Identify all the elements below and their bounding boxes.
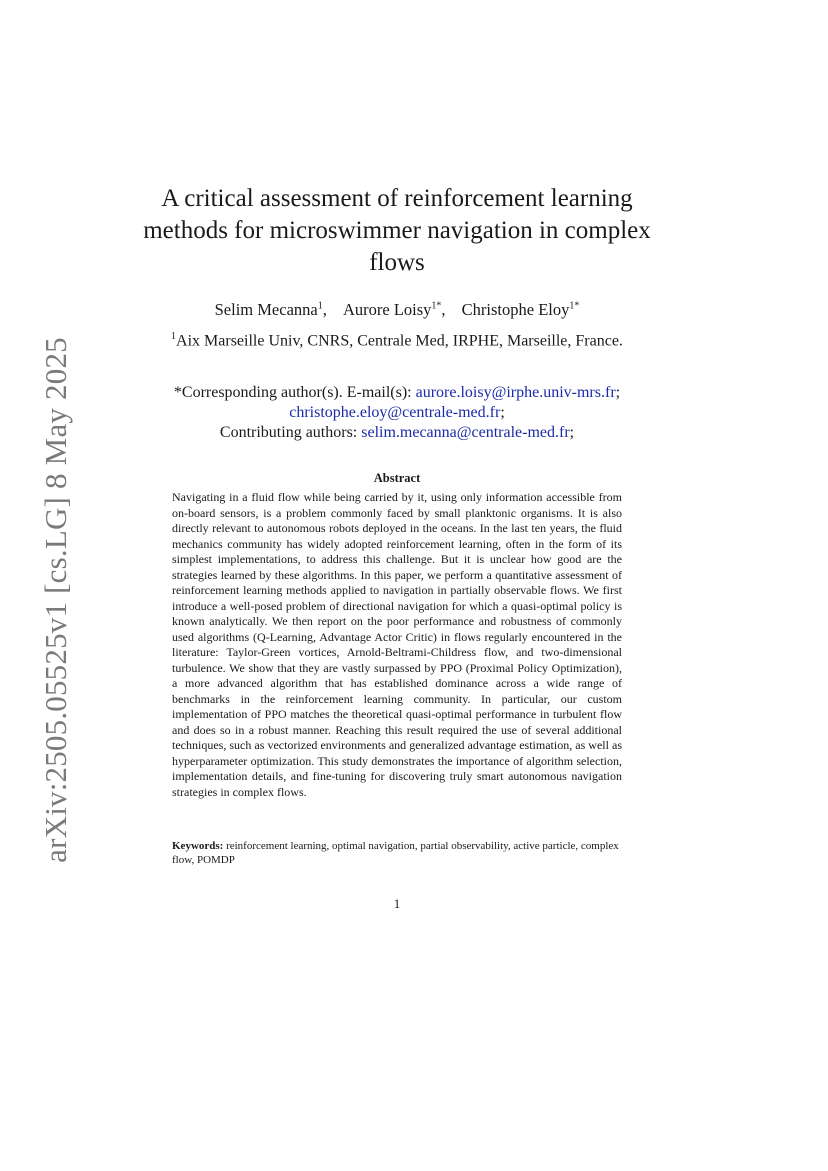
corresponding-label: *Corresponding author(s). E-mail(s):: [173, 384, 412, 401]
affiliation-mark: 1: [171, 331, 177, 342]
page-number: 1: [393, 896, 401, 911]
email-link-eloy[interactable]: christophe.eloy@centrale-med.fr: [289, 404, 501, 421]
author-1: Selim Mecanna$^1$,: [214, 300, 327, 319]
title-line-1: A critical assessment of reinforcement learning: [161, 185, 633, 212]
title-line-3: flows: [369, 249, 425, 276]
keywords: [172, 839, 622, 867]
keywords-text: reinforcement learning, optimal navigation, partial observability, active particle, complex flow, POMDP: [172, 840, 619, 866]
corresponding-line-2: [120, 403, 674, 423]
author-2: Aurore Loisy$^{1*}$,: [342, 300, 446, 319]
author-3: [462, 300, 580, 319]
author-affiliation-mark: 1*: [431, 300, 442, 312]
contact-block: [120, 383, 674, 443]
arxiv-identifier-stamp: arXiv:2505.05525v1 [cs.LG] 8 May 2025: [38, 337, 73, 863]
author-list: [140, 300, 654, 320]
separator: ;: [569, 424, 575, 441]
author-affiliation-mark: 1: [317, 300, 323, 312]
paper-title: [140, 183, 654, 279]
keywords-label: Keywords:: [172, 840, 224, 852]
affiliation: [120, 331, 674, 350]
contributing-label: Contributing authors:: [219, 424, 358, 441]
author-name: Aurore Loisy: [342, 300, 432, 319]
separator: ;: [500, 404, 505, 421]
author-affiliation-mark: 1*: [569, 300, 580, 312]
author-name: Selim Mecanna: [214, 300, 318, 319]
abstract-heading: Abstract: [373, 471, 421, 485]
email-link-loisy[interactable]: aurore.loisy@irphe.univ-mrs.fr: [415, 384, 616, 401]
abstract-text: Navigating in a fluid flow while being carried by it, using only information accessible from on-board sensors, is a problem commonly faced by small planktonic organisms. It is also directly relevant to autonomous robots deployed in the oceans. In the last ten years, the fluid mechanics community has widely adopted reinforcement learning, often in the form of its simplest implementations, to address this challenge. But it is unclear how good are the strategies learned by these algorithms. In this paper, we perform a quantitative assessment of reinforcement learning methods applied to navigation in partially observable flows. We first introduce a well-posed problem of directional navigation for which a quasi-optimal policy is known analytically. We then report on the poor performance and robustness of commonly used algorithms (Q-Learning, Advantage Actor Critic) in flows regularly encountered in the literature: Taylor-Green vortices, Arnold-Beltrami-Childress flow, and two-dimensional turbulence. We show that they are vastly surpassed by PPO (Proximal Policy Optimization), a more advanced algorithm that has established dominance across a wide range of benchmarks in the reinforcement learning community. In particular, our custom implementation of PPO matches the theoretical quasi-optimal performance in turbulent flow and does so in a robust manner. Reaching this result required the use of several additional techniques, such as vectorized environments and generalized advantage estimation, as well as hyperparameter optimization. This study demonstrates the importance of algorithm selection, implementation details, and fine-tuning for discovering truly smart autonomous navigation strategies in complex flows.: [172, 490, 622, 799]
author-name: Christophe Eloy: [461, 300, 570, 319]
email-link-mecanna[interactable]: selim.mecanna@centrale-med.fr: [361, 424, 570, 441]
corresponding-line: [120, 383, 674, 403]
contributing-line: [120, 423, 674, 443]
affiliation-text: Aix Marseille Univ, CNRS, Centrale Med, IRPHE, Marseille, France.: [176, 332, 623, 350]
separator: ;: [615, 384, 621, 401]
title-line-2: methods for microswimmer navigation in complex: [143, 217, 651, 244]
